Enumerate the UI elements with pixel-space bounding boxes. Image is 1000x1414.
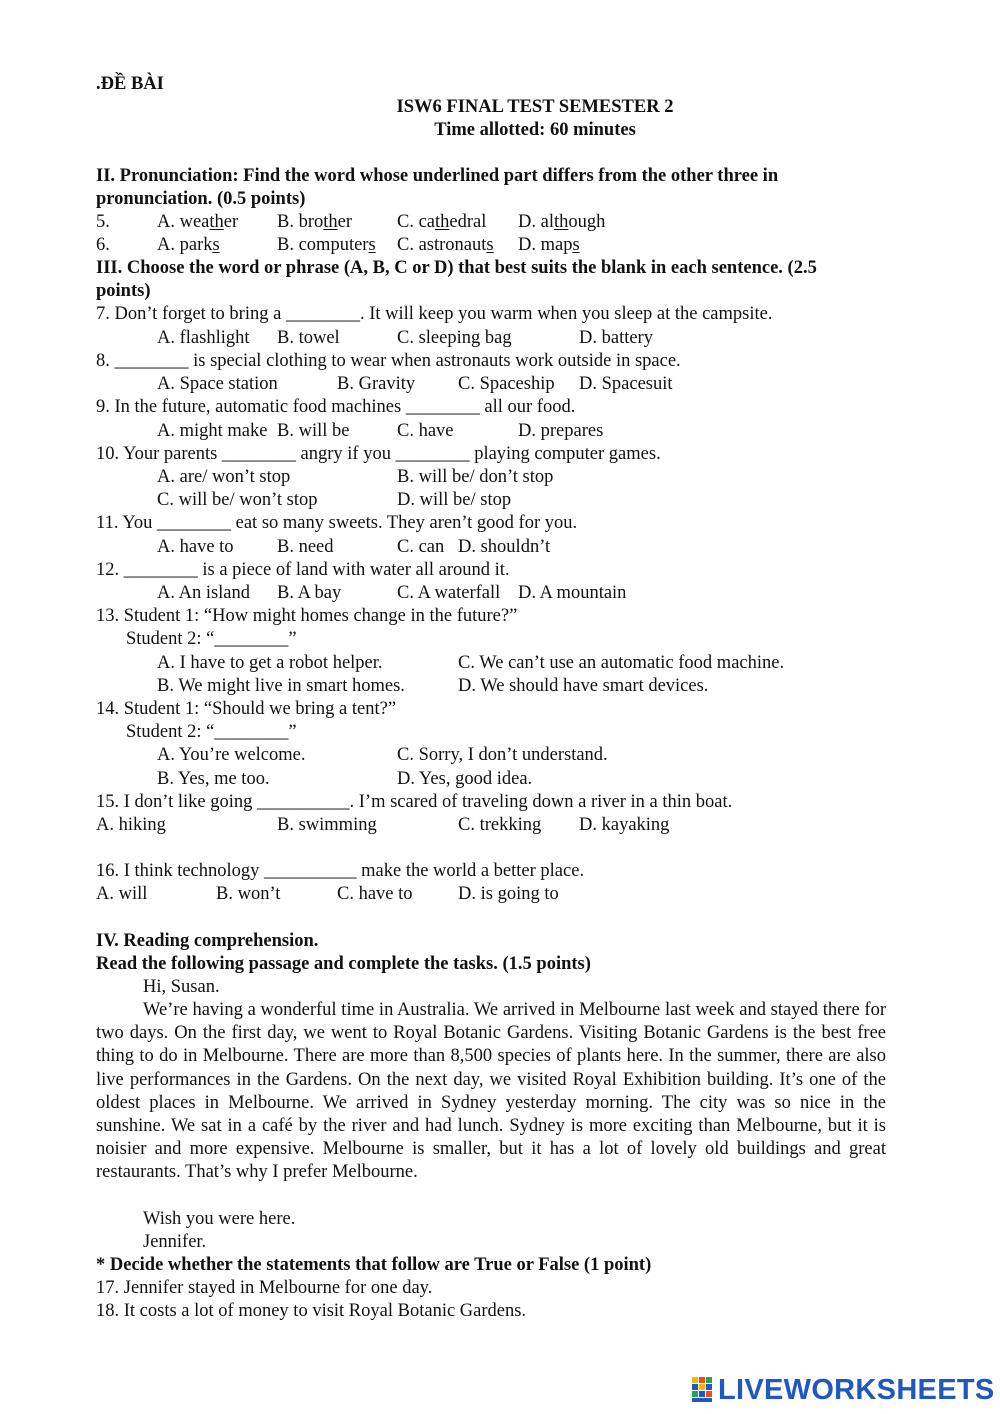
q11-option-c: C. can [397,537,445,557]
section-3-heading-cont: points) [96,281,151,301]
q6-option-d: D. maps [518,235,580,255]
section-2-heading: II. Pronunciation: Find the word whose underlined part differs from the other three in [96,166,779,186]
q6-option-a: A. parks [157,235,220,255]
section-4-heading: IV. Reading comprehension. [96,931,319,951]
q7-option-b: B. towel [277,328,340,348]
q13-option-b: B. We might live in smart homes. [157,676,405,696]
header-label: .ĐỀ BÀI [96,74,164,94]
section-3-heading: III. Choose the word or phrase (A, B, C or D) that best suits the blank in each sentence. (2.5 [96,258,817,278]
q8-option-b: B. Gravity [337,374,416,394]
q16-option-d: D. is going to [458,884,559,904]
letter-signature: Jennifer. [143,1232,207,1252]
q5-option-c: C. cathedral [397,212,487,232]
q5-option-b: B. brother [277,212,353,232]
q14-student-2: Student 2: “________” [126,722,297,742]
letter-greeting: Hi, Susan. [143,977,220,997]
q14-option-b: B. Yes, me too. [157,769,270,789]
q5-option-d: D. although [518,212,606,232]
q11-option-b: B. need [277,537,334,557]
time-allotted: Time allotted: 60 minutes [434,120,636,140]
q6-option-c: C. astronauts [397,235,494,255]
q10-option-b: B. will be/ don’t stop [397,467,554,487]
q18-text: 18. It costs a lot of money to visit Royal Botanic Gardens. [96,1301,527,1321]
q13-text: 13. Student 1: “How might homes change in the future?” [96,606,518,626]
q14-text: 14. Student 1: “Should we bring a tent?” [96,699,397,719]
q7-option-c: C. sleeping bag [397,328,512,348]
q15-option-b: B. swimming [277,815,377,835]
q16-option-b: B. won’t [216,884,281,904]
q7-option-d: D. battery [579,328,653,348]
q13-option-c: C. We can’t use an automatic food machine. [458,653,785,673]
section-2-heading-cont: pronunciation. (0.5 points) [96,189,306,209]
q10-text: 10. Your parents ________ angry if you ________ playing computer games. [96,444,661,464]
test-title: ISW6 FINAL TEST SEMESTER 2 [396,97,674,117]
q15-option-d: D. kayaking [579,815,670,835]
q12-option-a: A. An island [157,583,251,603]
section-4-subheading: Read the following passage and complete the tasks. (1.5 points) [96,954,591,974]
q8-option-d: D. Spacesuit [579,374,673,394]
q9-option-c: C. have [397,421,454,441]
liveworksheets-logo-text: LIVEWORKSHEETS [718,1373,995,1406]
q14-option-a: A. You’re welcome. [157,745,306,765]
q12-text: 12. ________ is a piece of land with water all around it. [96,560,510,580]
q5-option-a: A. weather [157,212,239,232]
q10-option-d: D. will be/ stop [397,490,512,510]
q9-option-a: A. might make [157,421,268,441]
q12-option-c: C. A waterfall [397,583,501,603]
q8-text: 8. ________ is special clothing to wear when astronauts work outside in space. [96,351,681,371]
q10-option-c: C. will be/ won’t stop [157,490,318,510]
q9-option-d: D. prepares [518,421,604,441]
q14-option-d: D. Yes, good idea. [397,769,533,789]
q11-text: 11. You ________ eat so many sweets. They aren’t good for you. [96,513,578,533]
q11-option-a: A. have to [157,537,234,557]
q6-number: 6. [96,235,110,255]
q9-option-b: B. will be [277,421,350,441]
q8-option-a: A. Space station [157,374,278,394]
q13-option-a: A. I have to get a robot helper. [157,653,383,673]
q7-text: 7. Don’t forget to bring a ________. It will keep you warm when you sleep at the campsite. [96,304,773,324]
q13-option-d: D. We should have smart devices. [458,676,709,696]
letter-closing: Wish you were here. [143,1209,296,1229]
q8-option-c: C. Spaceship [458,374,555,394]
liveworksheets-logo [692,1374,995,1406]
q16-text: 16. I think technology __________ make the world a better place. [96,861,585,881]
q16-option-c: C. have to [337,884,413,904]
q15-option-a: A. hiking [96,815,166,835]
q10-option-a: A. are/ won’t stop [157,467,291,487]
q6-option-b: B. computers [277,235,376,255]
liveworksheets-logo-icon [692,1377,714,1403]
q12-option-d: D. A mountain [518,583,627,603]
q15-option-c: C. trekking [458,815,542,835]
q14-option-c: C. Sorry, I don’t understand. [397,745,608,765]
reading-passage: We’re having a wonderful time in Australia. We arrived in Melbourne last week and stayed there for two days. On the first day, we went to Royal Botanic Gardens. Visiting Botanic Gardens is the best free thing to do in Melbourne. There are more than 8,500 species of plants here. In the summer, there are also live performances in the Gardens. On the next day, we visited Royal Exhibition building. It’s one of the oldest places in Melbourne. We arrived in Sydney yesterday morning. The city was so nice in the sunshine. We sat in a café by the river and had lunch. Sydney is more exciting than Melbourne, but it is noisier and more expensive. Melbourne is smaller, but it has a lot of lovely old buildings and great restaurants. That’s why I prefer Melbourne. [96,1000,886,1183]
q7-option-a: A. flashlight [157,328,250,348]
q9-text: 9. In the future, automatic food machines ________ all our food. [96,397,576,417]
q13-student-2: Student 2: “________” [126,629,297,649]
q16-option-a: A. will [96,884,148,904]
q15-text: 15. I don’t like going __________. I’m scared of traveling down a river in a thin boat. [96,792,733,812]
q11-option-d: D. shouldn’t [458,537,551,557]
q12-option-b: B. A bay [277,583,342,603]
q17-text: 17. Jennifer stayed in Melbourne for one day. [96,1278,433,1298]
q5-number: 5. [96,212,110,232]
true-false-heading: * Decide whether the statements that follow are True or False (1 point) [96,1255,652,1275]
